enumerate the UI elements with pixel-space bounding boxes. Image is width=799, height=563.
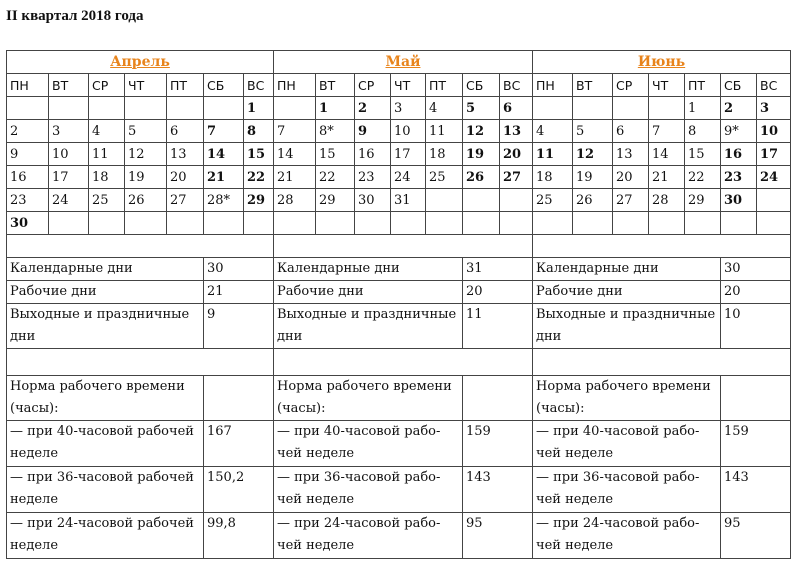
weekday-header: СР: [355, 74, 391, 97]
row-value: 99,8: [204, 513, 274, 559]
day-cell: 26: [125, 189, 167, 212]
row-label: Рабочие дни: [533, 281, 721, 304]
norm24-row: [7, 513, 791, 559]
day-cell: 20: [167, 166, 204, 189]
row-label: — при 24-часовой рабочей неделе: [533, 513, 721, 559]
day-cell: 14: [274, 143, 316, 166]
day-cell: 3: [391, 97, 426, 120]
month-name: Май: [274, 51, 533, 74]
day-cell: 19: [463, 143, 500, 166]
weekday-header: ВТ: [316, 74, 355, 97]
day-cell: 19: [125, 166, 167, 189]
day-cell: 8*: [316, 120, 355, 143]
weekday-header: СБ: [721, 74, 757, 97]
day-cell: [204, 212, 244, 235]
day-cell: 10: [757, 120, 791, 143]
day-cell: [167, 212, 204, 235]
holidays-row: [7, 304, 791, 349]
day-cell: 2: [355, 97, 391, 120]
norm-header: Норма рабочего времени (часы):: [274, 376, 463, 421]
row-label: Календарные дни: [274, 258, 463, 281]
day-cell: 24: [49, 189, 89, 212]
day-cell: [757, 189, 791, 212]
day-cell: 29: [685, 189, 721, 212]
weekday-header: ПН: [274, 74, 316, 97]
day-cell: 30: [721, 189, 757, 212]
day-cell: 29: [244, 189, 274, 212]
day-cell: 16: [7, 166, 49, 189]
calendar-days-row: [7, 258, 791, 281]
day-cell: 24: [391, 166, 426, 189]
day-cell: 3: [757, 97, 791, 120]
day-cell: 7: [204, 120, 244, 143]
day-cell: 13: [613, 143, 649, 166]
month-name: Апрель: [7, 51, 274, 74]
day-cell: [426, 212, 463, 235]
month-header-row: [7, 51, 791, 74]
row-value: 159: [721, 421, 791, 467]
row-label: Рабочие дни: [274, 281, 463, 304]
row-value: 143: [721, 467, 791, 513]
day-cell: 21: [204, 166, 244, 189]
day-cell: 28*: [204, 189, 244, 212]
weekday-header: ПТ: [167, 74, 204, 97]
day-cell: 14: [649, 143, 685, 166]
day-cell: [757, 212, 791, 235]
day-cell: 15: [316, 143, 355, 166]
day-cell: 30: [355, 189, 391, 212]
day-cell: 1: [316, 97, 355, 120]
day-cell: 7: [274, 120, 316, 143]
day-cell: 22: [244, 166, 274, 189]
day-cell: 23: [7, 189, 49, 212]
day-cell: 28: [649, 189, 685, 212]
day-cell: 10: [49, 143, 89, 166]
day-cell: 11: [89, 143, 125, 166]
row-label: — при 40-часовой рабочей неделе: [274, 421, 463, 467]
weekday-header: ПТ: [685, 74, 721, 97]
day-cell: 23: [355, 166, 391, 189]
norm40-row: [7, 421, 791, 467]
row-value: 95: [463, 513, 533, 559]
day-cell: [573, 212, 613, 235]
day-cell: [649, 97, 685, 120]
row-value: 167: [204, 421, 274, 467]
day-cell: [613, 97, 649, 120]
day-cell: 30: [7, 212, 49, 235]
day-cell: 8: [244, 120, 274, 143]
week-row: [7, 166, 791, 189]
norm36-row: [7, 467, 791, 513]
day-cell: 2: [7, 120, 49, 143]
day-cell: [463, 212, 500, 235]
day-cell: [204, 97, 244, 120]
day-cell: [500, 212, 533, 235]
day-cell: [355, 212, 391, 235]
day-cell: 10: [391, 120, 426, 143]
day-cell: 23: [721, 166, 757, 189]
day-cell: 15: [685, 143, 721, 166]
row-label: Выходные и праздничные дни: [533, 304, 721, 349]
day-cell: 12: [125, 143, 167, 166]
blank-row: [7, 235, 791, 258]
spacer-cell: [533, 235, 791, 258]
day-cell: 9: [7, 143, 49, 166]
day-cell: 22: [316, 166, 355, 189]
day-cell: 6: [613, 120, 649, 143]
day-cell: 13: [167, 143, 204, 166]
row-value: 31: [463, 258, 533, 281]
row-label: — при 36-часовой рабочей неделе: [7, 467, 204, 513]
weekday-header: ЧТ: [649, 74, 685, 97]
spacer-cell: [7, 349, 274, 376]
week-row: [7, 120, 791, 143]
norm-header-row: [7, 376, 791, 421]
weekday-header: ВС: [500, 74, 533, 97]
day-cell: 28: [274, 189, 316, 212]
row-value: 30: [204, 258, 274, 281]
day-cell: [685, 212, 721, 235]
day-cell: 2: [721, 97, 757, 120]
weekday-header: ВТ: [573, 74, 613, 97]
weekday-header: ПТ: [426, 74, 463, 97]
row-value: 9: [204, 304, 274, 349]
row-label: — при 36-часовой рабочей неделе: [533, 467, 721, 513]
day-cell: 3: [49, 120, 89, 143]
day-cell: [426, 189, 463, 212]
day-cell: 14: [204, 143, 244, 166]
empty-value: [204, 376, 274, 421]
day-cell: 12: [463, 120, 500, 143]
day-cell: 26: [573, 189, 613, 212]
day-cell: 24: [757, 166, 791, 189]
row-label: Рабочие дни: [7, 281, 204, 304]
day-cell: [274, 97, 316, 120]
spacer-cell: [274, 235, 533, 258]
day-cell: [244, 212, 274, 235]
day-cell: 25: [426, 166, 463, 189]
day-cell: [613, 212, 649, 235]
day-cell: 11: [533, 143, 573, 166]
day-cell: [533, 212, 573, 235]
row-value: 95: [721, 513, 791, 559]
day-cell: 26: [463, 166, 500, 189]
weekday-header: ПН: [533, 74, 573, 97]
day-cell: 29: [316, 189, 355, 212]
day-cell: 5: [573, 120, 613, 143]
row-value: 20: [463, 281, 533, 304]
weekday-header: СБ: [463, 74, 500, 97]
day-cell: 18: [89, 166, 125, 189]
day-cell: [274, 212, 316, 235]
day-cell: 20: [613, 166, 649, 189]
row-label: — при 40-часовой рабочей неделе: [533, 421, 721, 467]
row-label: — при 24-часовой рабочей неделе: [274, 513, 463, 559]
day-cell: 4: [426, 97, 463, 120]
empty-value: [721, 376, 791, 421]
row-value: 20: [721, 281, 791, 304]
day-cell: 16: [355, 143, 391, 166]
weekday-header: СР: [613, 74, 649, 97]
day-cell: 6: [167, 120, 204, 143]
day-cell: [649, 212, 685, 235]
week-row: [7, 143, 791, 166]
day-cell: 4: [533, 120, 573, 143]
spacer-cell: [274, 349, 533, 376]
day-cell: 25: [89, 189, 125, 212]
day-cell: 22: [685, 166, 721, 189]
weekday-header: ЧТ: [391, 74, 426, 97]
month-name: Июнь: [533, 51, 791, 74]
weekday-header: ВС: [244, 74, 274, 97]
norm-header: Норма рабочего времени (часы):: [533, 376, 721, 421]
day-cell: 13: [500, 120, 533, 143]
spacer-cell: [533, 349, 791, 376]
calendar-table: [6, 50, 791, 559]
spacer-cell: [7, 235, 274, 258]
row-label: — при 24-часовой рабочей неделе: [7, 513, 204, 559]
day-cell: 11: [426, 120, 463, 143]
weekday-row: [7, 74, 791, 97]
day-cell: 8: [685, 120, 721, 143]
weekday-header: ВТ: [49, 74, 89, 97]
day-cell: 20: [500, 143, 533, 166]
day-cell: [49, 212, 89, 235]
day-cell: [721, 212, 757, 235]
weekday-header: СБ: [204, 74, 244, 97]
day-cell: [573, 97, 613, 120]
day-cell: 1: [244, 97, 274, 120]
day-cell: 21: [649, 166, 685, 189]
working-days-row: [7, 281, 791, 304]
day-cell: [89, 212, 125, 235]
weekday-header: ПН: [7, 74, 49, 97]
day-cell: 27: [613, 189, 649, 212]
week-row: [7, 189, 791, 212]
day-cell: 19: [573, 166, 613, 189]
day-cell: 17: [757, 143, 791, 166]
day-cell: 18: [533, 166, 573, 189]
norm-header: Норма рабочего времени (часы):: [7, 376, 204, 421]
row-label: Календарные дни: [7, 258, 204, 281]
day-cell: 12: [573, 143, 613, 166]
day-cell: 1: [685, 97, 721, 120]
day-cell: 5: [463, 97, 500, 120]
day-cell: [533, 97, 573, 120]
week-row: [7, 212, 791, 235]
day-cell: [125, 97, 167, 120]
weekday-header: ВС: [757, 74, 791, 97]
day-cell: [316, 212, 355, 235]
empty-value: [463, 376, 533, 421]
day-cell: [500, 189, 533, 212]
row-value: 21: [204, 281, 274, 304]
row-label: — при 36-часовой рабочей неделе: [274, 467, 463, 513]
row-label: Выходные и праздничные дни: [274, 304, 463, 349]
day-cell: [463, 189, 500, 212]
day-cell: 21: [274, 166, 316, 189]
blank-row: [7, 349, 791, 376]
day-cell: [391, 212, 426, 235]
row-value: 143: [463, 467, 533, 513]
row-value: 159: [463, 421, 533, 467]
day-cell: 18: [426, 143, 463, 166]
day-cell: 6: [500, 97, 533, 120]
week-row: [7, 97, 791, 120]
day-cell: 9: [355, 120, 391, 143]
day-cell: 27: [167, 189, 204, 212]
row-label: Выходные и праздничные дни: [7, 304, 204, 349]
day-cell: 17: [49, 166, 89, 189]
day-cell: 15: [244, 143, 274, 166]
day-cell: [89, 97, 125, 120]
day-cell: 5: [125, 120, 167, 143]
day-cell: 16: [721, 143, 757, 166]
day-cell: 25: [533, 189, 573, 212]
row-value: 30: [721, 258, 791, 281]
weekday-header: ЧТ: [125, 74, 167, 97]
day-cell: 4: [89, 120, 125, 143]
page-title: II квартал 2018 года: [6, 8, 144, 24]
row-value: 10: [721, 304, 791, 349]
row-value: 150,2: [204, 467, 274, 513]
day-cell: 17: [391, 143, 426, 166]
row-value: 11: [463, 304, 533, 349]
day-cell: 9*: [721, 120, 757, 143]
day-cell: [49, 97, 89, 120]
day-cell: 27: [500, 166, 533, 189]
weekday-header: СР: [89, 74, 125, 97]
row-label: — при 40-часовой рабочей неделе: [7, 421, 204, 467]
day-cell: [167, 97, 204, 120]
day-cell: [7, 97, 49, 120]
row-label: Календарные дни: [533, 258, 721, 281]
day-cell: 7: [649, 120, 685, 143]
day-cell: 31: [391, 189, 426, 212]
day-cell: [125, 212, 167, 235]
